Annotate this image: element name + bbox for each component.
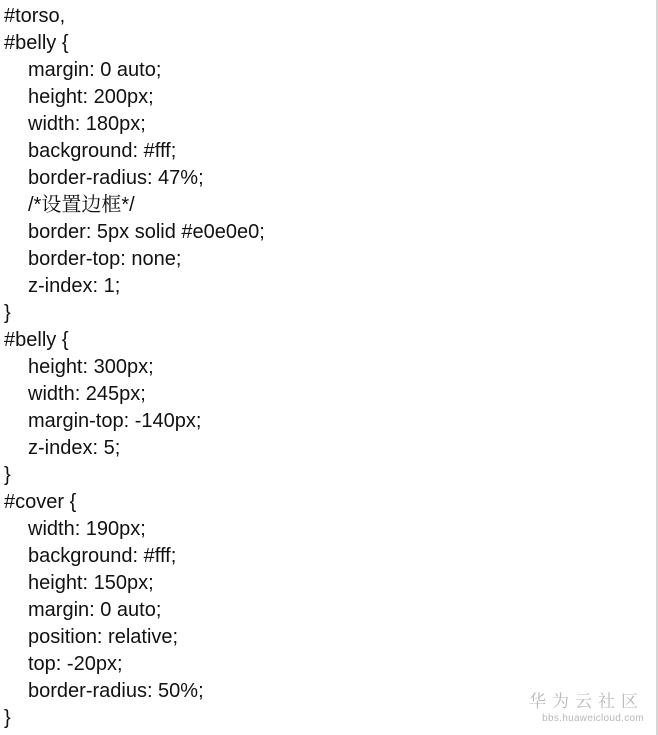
code-line: border-radius: 47%; (28, 167, 204, 189)
code-line: background: #fff; (28, 140, 177, 162)
code-line: width: 245px; (28, 383, 146, 405)
watermark-url: bbs.huaweicloud.com (542, 713, 644, 724)
watermark-title: 华为云社区 (529, 692, 644, 712)
code-line: border-top: none; (28, 248, 182, 270)
code-line: margin-top: -140px; (28, 410, 202, 432)
code-line: background: #fff; (28, 545, 177, 567)
code-line: margin: 0 auto; (28, 599, 162, 621)
code-line: position: relative; (28, 626, 179, 648)
code-block (4, 3, 265, 732)
code-line: width: 190px; (28, 518, 146, 540)
code-line: height: 200px; (28, 86, 154, 108)
code-line: #belly { (4, 329, 69, 351)
watermark (529, 692, 644, 725)
code-line: } (4, 302, 11, 324)
code-line: #torso, (4, 5, 66, 27)
code-line: #belly { (4, 32, 69, 54)
code-line: top: -20px; (28, 653, 123, 675)
code-line: /*设置边框*/ (28, 194, 135, 216)
code-line: #cover { (4, 491, 77, 513)
code-line: } (4, 707, 11, 729)
code-line: margin: 0 auto; (28, 59, 162, 81)
code-line: } (4, 464, 11, 486)
code-line: z-index: 5; (28, 437, 121, 459)
code-line: height: 300px; (28, 356, 154, 378)
code-line: width: 180px; (28, 113, 146, 135)
code-line: border: 5px solid #e0e0e0; (28, 221, 265, 243)
code-line: height: 150px; (28, 572, 154, 594)
code-line: z-index: 1; (28, 275, 121, 297)
code-line: border-radius: 50%; (28, 680, 204, 702)
